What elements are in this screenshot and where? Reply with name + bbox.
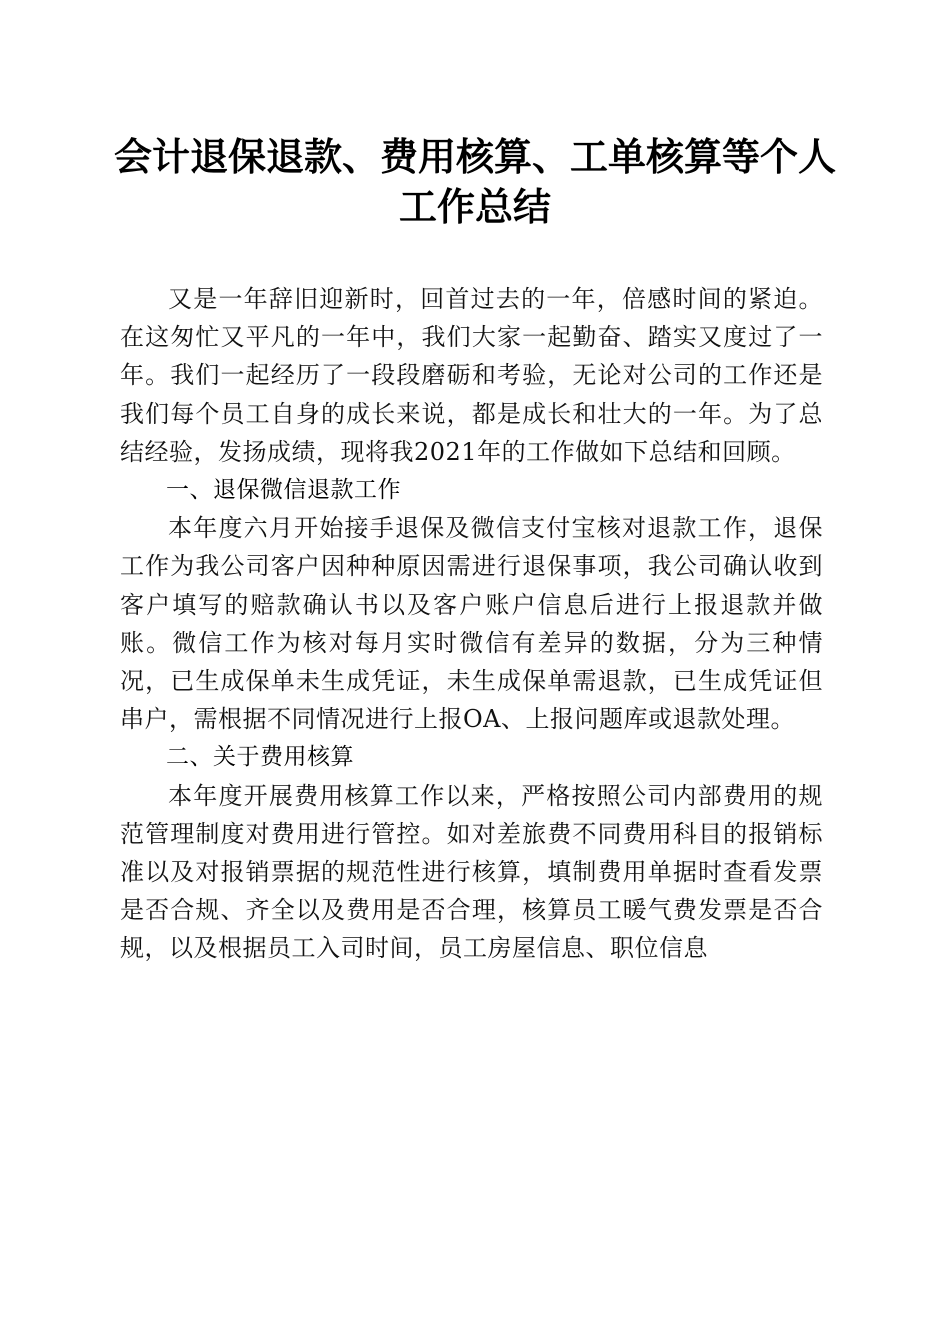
- section-heading-refund: 一、退保微信退款工作: [166, 477, 401, 504]
- section-heading-expense: 二、关于费用核算: [166, 744, 354, 771]
- expense-paragraph: 本年度开展费用核算工作以来，严格按照公司内部费用的规范管理制度对费用进行管控。如对差旅费不同费用科目的报销标准以及对报销票据的规范性进行核算，填制费用单据时查看发票是否合规、齐全以及费用是否合理，核算员工暖气费发票是否合规，以及根据员工入司时间，员工房屋信息、职位信息: [120, 781, 823, 963]
- document-title: 会计退保退款、费用核算、工单核算等个人工作总结: [113, 134, 836, 229]
- document-body: [120, 280, 823, 968]
- refund-paragraph: 本年度六月开始接手退保及微信支付宝核对退款工作，退保工作为我公司客户因种种原因需进行退保事项，我公司确认收到客户填写的赔款确认书以及客户账户信息后进行上报退款并做账。微信工作为核对每月实时微信有差异的数据，分为三种情况，已生成保单未生成凭证，未生成保单需退款，已生成凭证但串户，需根据不同情况进行上报OA、上报问题库或退款处理。: [120, 514, 823, 734]
- intro-paragraph: 又是一年辞旧迎新时，回首过去的一年，倍感时间的紧迫。在这匆忙又平凡的一年中，我们大家一起勤奋、踏实又度过了一年。我们一起经历了一段段磨砺和考验，无论对公司的工作还是我们每个员工自身的成长来说，都是成长和壮大的一年。为了总结经验，发扬成绩，现将我2021年的工作做如下总结和回顾。: [120, 285, 823, 466]
